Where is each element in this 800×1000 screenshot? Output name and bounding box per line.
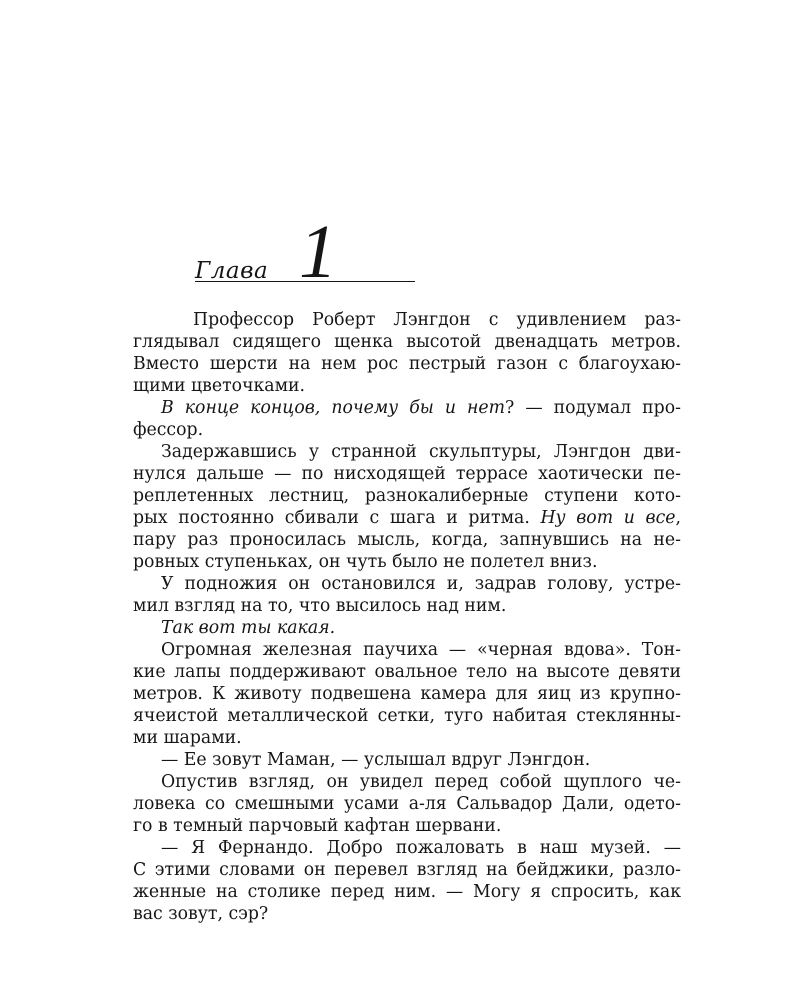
text-fragment: рых постоянно сбивали с шага и ритма. bbox=[133, 508, 530, 528]
chapter-number: 1 bbox=[299, 210, 337, 294]
text-line: мил взгляд на то, что высилось над ним. bbox=[133, 596, 507, 616]
text-line: ми шарами. bbox=[133, 728, 242, 748]
text-line bbox=[133, 617, 681, 639]
italic-thought: Ну вот и все bbox=[540, 508, 676, 528]
chapter-body-text bbox=[133, 309, 681, 925]
text-line: Профессор Роберт Лэнгдон с удивлением раз- bbox=[193, 310, 681, 330]
text-line: Опустив взгляд, он увидел перед собой щуплого че- bbox=[161, 772, 681, 792]
text-line: ловека со смешными усами а-ля Сальвадор Дали, одето- bbox=[133, 794, 681, 814]
text-line: Огромная железная паучиха — «черная вдова». Тон- bbox=[161, 640, 681, 660]
text-line: женные на столике перед ним. — Могу я спросить, как bbox=[133, 882, 681, 902]
text-line: пару раз проносилась мысль, когда, запнувшись на не- bbox=[133, 530, 681, 550]
text-line: Вместо шерсти на нем рос пестрый газон с благоухаю- bbox=[133, 354, 681, 374]
text-line: щими цветочками. bbox=[133, 376, 306, 396]
text-line: реплетенных лестниц, разнокалиберные ступени кото- bbox=[133, 486, 681, 506]
text-line: глядывал сидящего щенка высотой двенадцать метров. bbox=[133, 332, 681, 352]
text-line: нулся дальше — по нисходящей террасе хаотически пе- bbox=[133, 464, 681, 484]
italic-thought: В конце концов, почему бы и нет bbox=[161, 398, 506, 418]
text-fragment: ? — подумал про- bbox=[505, 398, 681, 418]
text-line: фессор. bbox=[133, 420, 204, 440]
text-line: ячеистой металлической сетки, туго набитая стеклянны- bbox=[133, 706, 681, 726]
text-line bbox=[133, 507, 681, 529]
chapter-word: Глава bbox=[195, 258, 269, 284]
chapter-heading bbox=[195, 210, 417, 298]
text-line: Задержавшись у странной скульптуры, Лэнгдон дви- bbox=[161, 442, 681, 462]
text-fragment: , bbox=[675, 508, 681, 528]
text-line: ровных ступеньках, он чуть было не полетел вниз. bbox=[133, 552, 598, 572]
text-line: го в темный парчовый кафтан шервани. bbox=[133, 816, 502, 836]
text-line: метров. К животу подвешена камера для яиц из крупно- bbox=[133, 684, 681, 704]
italic-thought: Так вот ты какая. bbox=[161, 618, 336, 638]
text-line bbox=[133, 397, 681, 419]
text-line: кие лапы поддерживают овальное тело на высоте девяти bbox=[133, 662, 681, 682]
text-line: вас зовут, сэр? bbox=[133, 904, 269, 924]
text-line: С этими словами он перевел взгляд на бейджики, разло- bbox=[133, 860, 681, 880]
text-line: — Я Фернандо. Добро пожаловать в наш музей. — bbox=[161, 838, 681, 858]
text-line: У подножия он остановился и, задрав голову, устре- bbox=[161, 574, 681, 594]
text-line: — Ее зовут Маман, — услышал вдруг Лэнгдон. bbox=[161, 750, 591, 770]
chapter-rule bbox=[195, 281, 415, 282]
